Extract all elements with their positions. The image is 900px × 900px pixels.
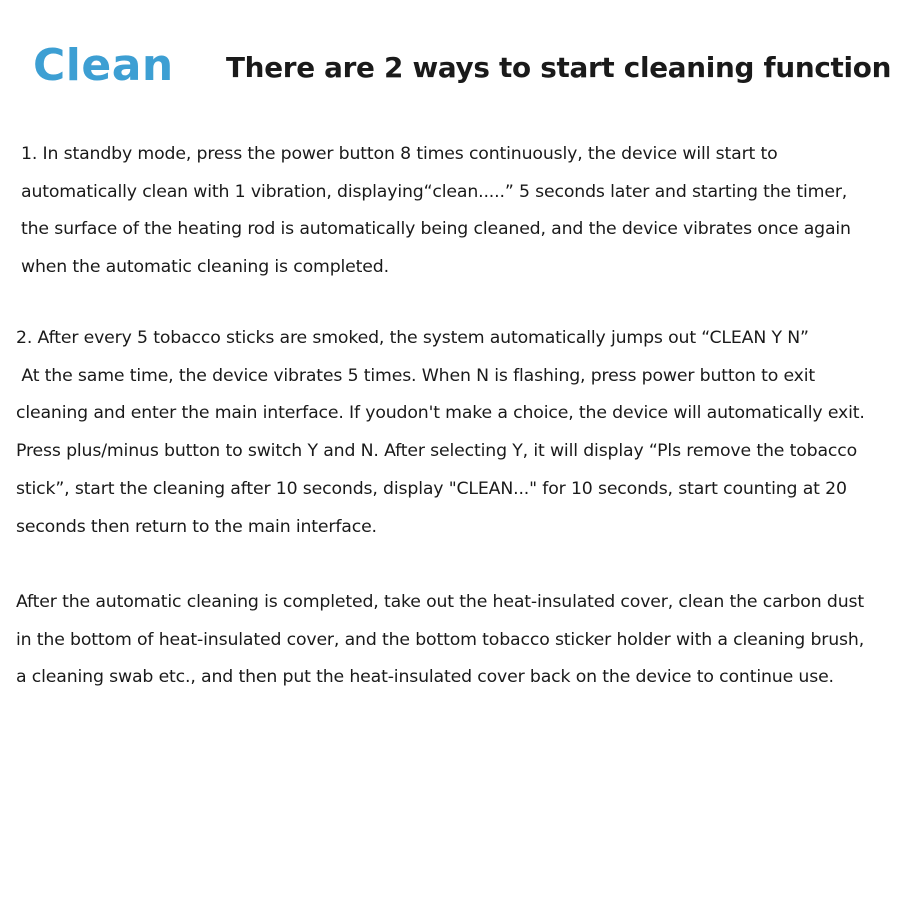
paragraph-line: 2. After every 5 tobacco sticks are smoked, the system automatically jumps out “CLEAN Y N” [16, 328, 809, 348]
page-header [0, 0, 900, 120]
paragraph-line: 1. In standby mode, press the power button 8 times continuously, the device will start to [21, 144, 778, 164]
paragraph-line: automatically clean with 1 vibration, displaying“clean.....” 5 seconds later and starting the timer, [21, 181, 848, 202]
paragraph-line: stick”, start the cleaning after 10 seconds, display "CLEAN..." for 10 seconds, start counting at 20 [16, 478, 847, 499]
paragraph-line: Press plus/minus button to switch Y and N. After selecting Y, it will display “Pls remove the tobacco [16, 441, 858, 462]
paragraph-line: cleaning and enter the main interface. If youdon't make a choice, the device will automatically exit. [16, 403, 865, 424]
paragraph-line: After the automatic cleaning is completed, take out the heat-insulated cover, clean the carbon dust [16, 592, 864, 612]
paragraph-line: At the same time, the device vibrates 5 times. When N is flashing, press power button to exit [16, 365, 816, 386]
paragraph-line: when the automatic cleaning is completed. [21, 257, 389, 278]
paragraph-line: the surface of the heating rod is automatically being cleaned, and the device vibrates once again [21, 219, 851, 240]
instruction-paragraph-3 [16, 584, 864, 697]
instruction-paragraph-1 [21, 136, 851, 287]
paragraph-line: in the bottom of heat-insulated cover, and the bottom tobacco sticker holder with a cleaning brush, [16, 629, 865, 650]
instruction-paragraph-2 [16, 320, 865, 546]
paragraph-line: seconds then return to the main interface. [16, 516, 377, 537]
paragraph-line: a cleaning swab etc., and then put the heat-insulated cover back on the device to continue use. [16, 667, 834, 688]
page-headline: There are 2 ways to start cleaning function [226, 51, 892, 84]
section-title: Clean [33, 40, 174, 91]
